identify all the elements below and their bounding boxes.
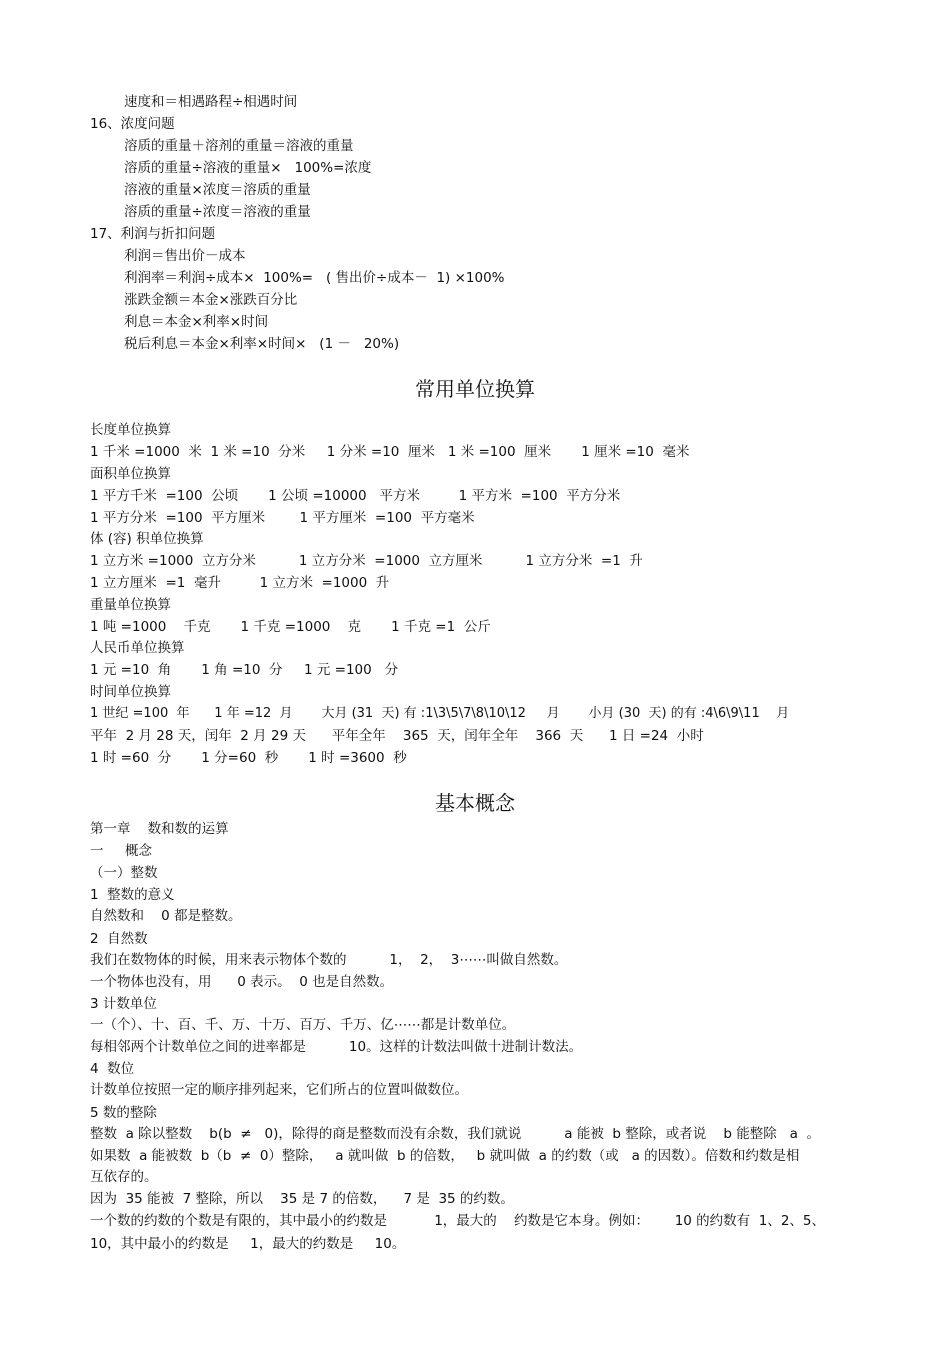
concept-line: 因为 35 能被 7 整除，所以 35 是 7 的倍数， 7 是 35 的约数。 [90,1191,514,1207]
unit-line: 1 立方厘米 =1 毫升 1 立方米 =1000 升 [90,575,390,591]
units-heading: 常用单位换算 [415,377,535,401]
profit-title: 17、利润与折扣问题 [90,226,216,242]
time-title: 时间单位换算 [90,684,171,700]
concept-line: 3 计数单位 [90,996,157,1012]
concept-line: （一）整数 [90,865,158,881]
concept-line: 互依存的。 [90,1169,158,1185]
formula-line: 利润率＝利润÷成本× 100%= ( 售出价÷成本－ 1) ×100% [124,270,505,286]
concept-line: 5 数的整除 [90,1105,157,1121]
concept-line: 2 自然数 [90,931,148,947]
formula-line: 溶液的重量×浓度＝溶质的重量 [124,182,311,198]
formula-line: 利息＝本金×利率×时间 [124,314,269,330]
concept-line: 一个物体也没有，用 0 表示。 0 也是自然数。 [90,974,394,990]
concept-line: 自然数和 0 都是整数。 [90,908,242,924]
unit-line: 1 千米 =1000 米 1 米 =10 分米 1 分米 =10 厘米 1 米 =100 厘米 1 厘米 =10 毫米 [90,444,690,460]
formula-line: 税后利息＝本金×利率×时间× (1 － 20%) [124,336,400,352]
unit-line: 1 元 =10 角 1 角 =10 分 1 元 =100 分 [90,662,399,678]
unit-line: 平年 2 月 28 天，闰年 2 月 29 天 平年全年 365 天，闰年全年 366 天 1 日 =24 小时 [90,728,704,744]
unit-line: 1 平方分米 =100 平方厘米 1 平方厘米 =100 平方毫米 [90,510,475,526]
formula-line: 利润＝售出价－成本 [124,248,246,264]
concept-line: 整数 a 除以整数 b(b ≠ 0)，除得的商是整数而没有余数，我们就说 a 能被 b 整除，或者说 b 能整除 a 。 [90,1126,821,1142]
area-title: 面积单位换算 [90,466,171,482]
speed-sum-formula: 速度和＝相遇路程÷相遇时间 [124,94,298,110]
formula-line: 溶质的重量＋溶剂的重量＝溶液的重量 [124,138,354,154]
weight-title: 重量单位换算 [90,597,171,613]
formula-line: 涨跌金额＝本金×涨跌百分比 [124,292,298,308]
unit-line: 1 立方米 =1000 立方分米 1 立方分米 =1000 立方厘米 1 立方分米 =1 升 [90,553,643,569]
formula-line: 溶质的重量÷浓度＝溶液的重量 [124,204,311,220]
concept-line: 如果数 a 能被数 b（b ≠ 0）整除， a 就叫做 b 的倍数， b 就叫做 a 的约数（或 a 的因数）。倍数和约数是相 [90,1148,800,1164]
concept-line: 一（个）、十、百、千、万、十万、百万、千万、亿⋯⋯都是计数单位。 [90,1017,516,1033]
concept-line: 计数单位按照一定的顺序排列起来，它们所占的位置叫做数位。 [90,1082,468,1098]
concept-line: 1 整数的意义 [90,887,175,903]
currency-title: 人民币单位换算 [90,640,185,656]
concept-line: 我们在数物体的时候，用来表示物体个数的 1， 2， 3⋯⋯叫做自然数。 [90,952,568,968]
concept-line: 每相邻两个计数单位之间的进率都是 10。这样的计数法叫做十进制计数法。 [90,1039,583,1055]
concept-line: 4 数位 [90,1061,135,1077]
concept-line: 10，其中最小的约数是 1，最大的约数是 10。 [90,1236,406,1252]
concept-line: 一 概念 [90,843,152,859]
unit-line: 1 时 =60 分 1 分=60 秒 1 时 =3600 秒 [90,750,407,766]
volume-title: 体 (容) 积单位换算 [90,531,204,547]
unit-line: 1 吨 =1000 千克 1 千克 =1000 克 1 千克 =1 公斤 [90,619,491,635]
concentration-title: 16、浓度问题 [90,116,175,132]
formula-line: 溶质的重量÷溶液的重量× 100%=浓度 [124,160,372,176]
concepts-heading: 基本概念 [435,791,515,815]
unit-line: 1 世纪 =100 年 1 年 =12 月 大月 (31 天) 有 :1\3\5\7\8\10\12 月 小月 (30 天) 的有 :4\6\9\11 月 [90,706,790,721]
length-title: 长度单位换算 [90,422,171,438]
unit-line: 1 平方千米 =100 公顷 1 公顷 =10000 平方米 1 平方米 =100 平方分米 [90,488,621,504]
concept-line: 一个数的约数的个数是有限的，其中最小的约数是 1，最大的 约数是它本身。例如： 10 的约数有 1、2、5、 [90,1213,826,1229]
concept-line: 第一章 数和数的运算 [90,821,229,837]
